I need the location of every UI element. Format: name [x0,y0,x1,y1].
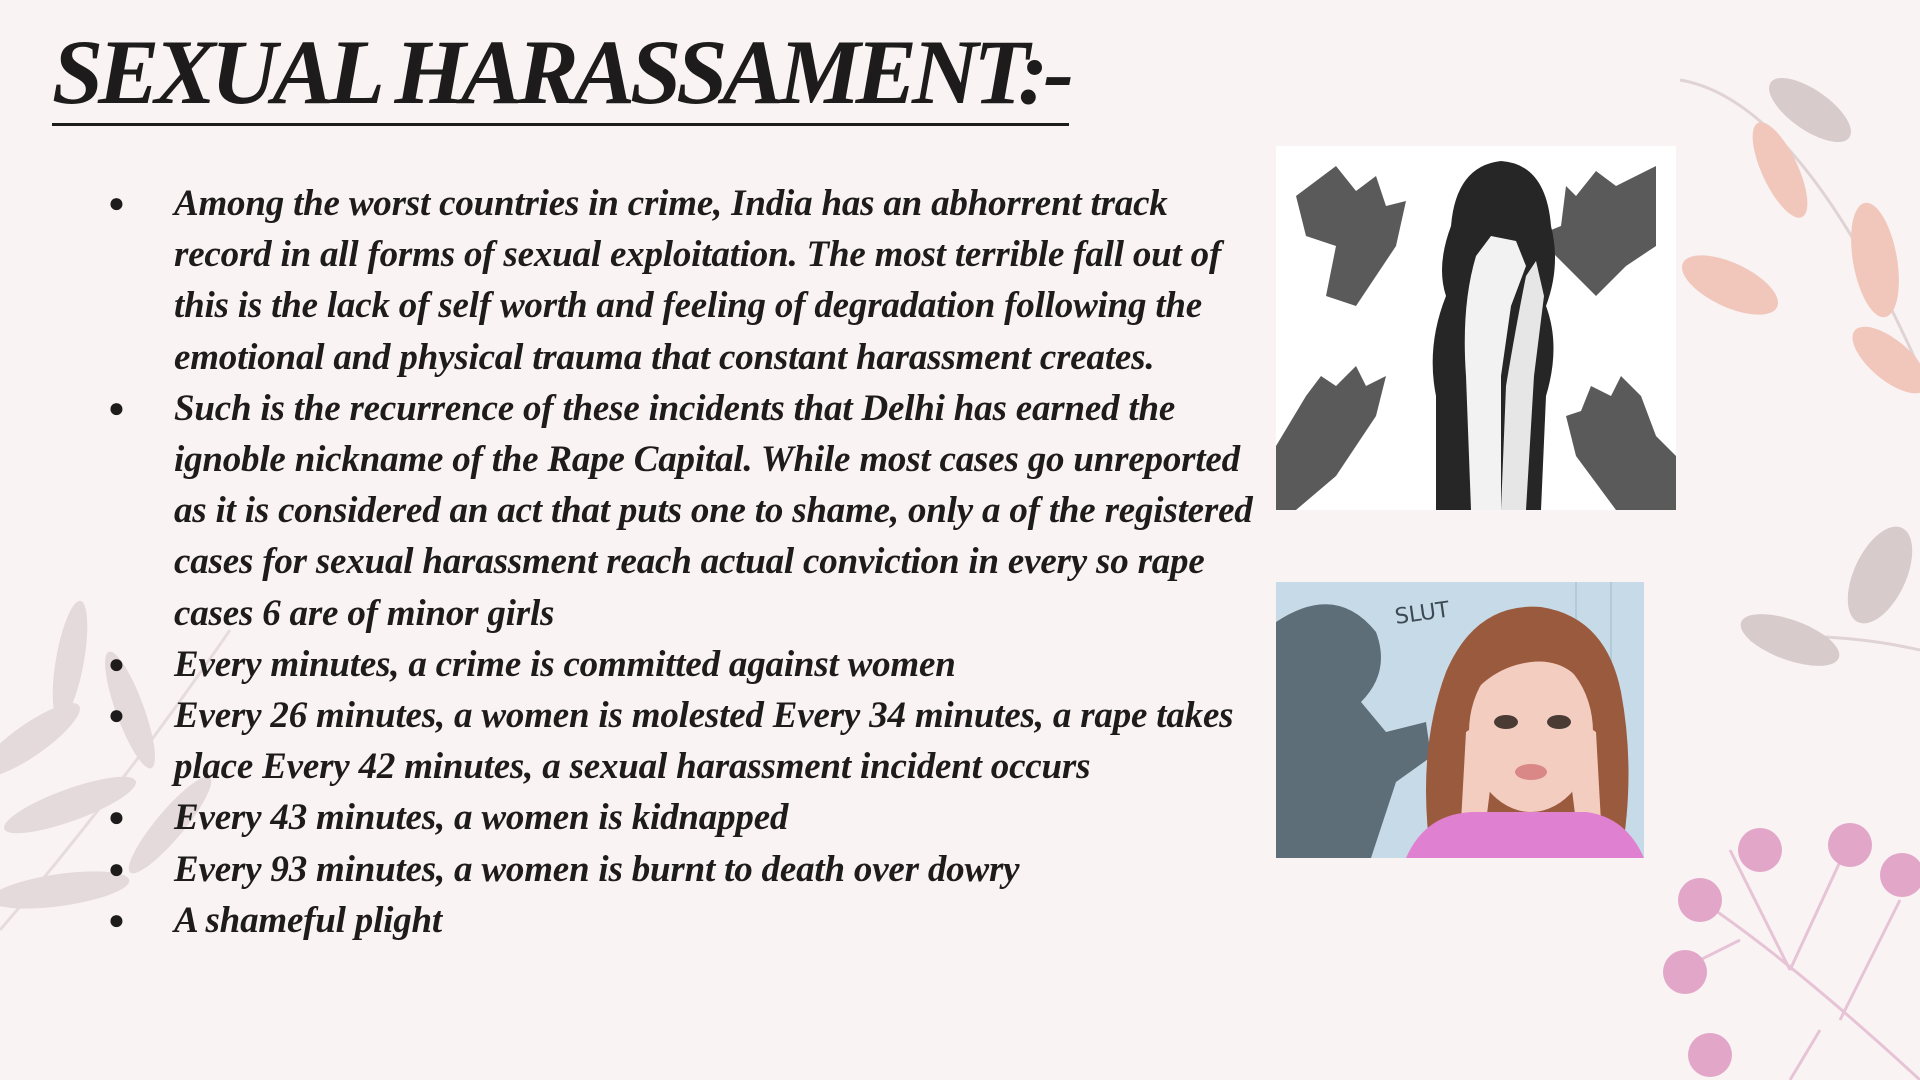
distressed-woman-icon [1276,582,1644,858]
bullet-icon: ● [108,392,125,424]
bullet-item [102,690,1262,792]
bullet-icon: ● [108,802,125,834]
bullet-text: Every 43 minutes, a women is kidnapped [174,797,789,839]
bullet-item [102,792,1262,843]
distressed-woman-image [1276,582,1644,858]
bullet-text: Every minutes, a crime is committed against women [174,643,956,685]
bullet-icon: ● [108,904,125,936]
bullet-icon: ● [108,700,125,732]
leaf-decoration-right-icon [1660,40,1920,440]
bullet-item [102,639,1262,690]
harassment-illustration-image [1276,146,1676,510]
bullet-list [102,178,1262,946]
bullet-item [102,383,1262,639]
berry-decoration-icon [1640,800,1920,1080]
bullet-text: Among the worst countries in crime, India has an abhorrent track record in all forms of sexual exploitation. The most terrible fall out of this is the lack of self worth and feeling of degradation following the emotional and physical trauma that constant harassment creates. [174,183,1222,378]
bullet-text: Every 93 minutes, a women is burnt to death over dowry [174,848,1020,890]
bullet-item [102,895,1262,946]
leaf-decoration-mid-right-icon [1730,520,1920,690]
hands-silhouette-icon [1276,146,1676,510]
bullet-icon: ● [108,188,125,219]
bullet-item [102,844,1262,895]
bullet-icon: ● [108,853,125,885]
bullet-text: A shameful plight [174,899,443,941]
bullet-text: Every 26 minutes, a women is molested Every 34 minutes, a rape takes place Every 42 minutes, a sexual harassment incident occurs [174,695,1234,788]
slide-title: SEXUAL HARASSAMENT:- [52,22,1069,126]
bullet-item [102,178,1262,383]
bullet-text: Such is the recurrence of these incidents that Delhi has earned the ignoble nickname of the Rape Capital. While most cases go unreported as it is considered an act that puts one to shame, only a of the registered cases for sexual harassment reach actual conviction in every so rape cases 6 are of minor girls [174,387,1253,634]
bullet-icon: ● [108,648,125,680]
wall-text: SLUT [1393,597,1451,630]
